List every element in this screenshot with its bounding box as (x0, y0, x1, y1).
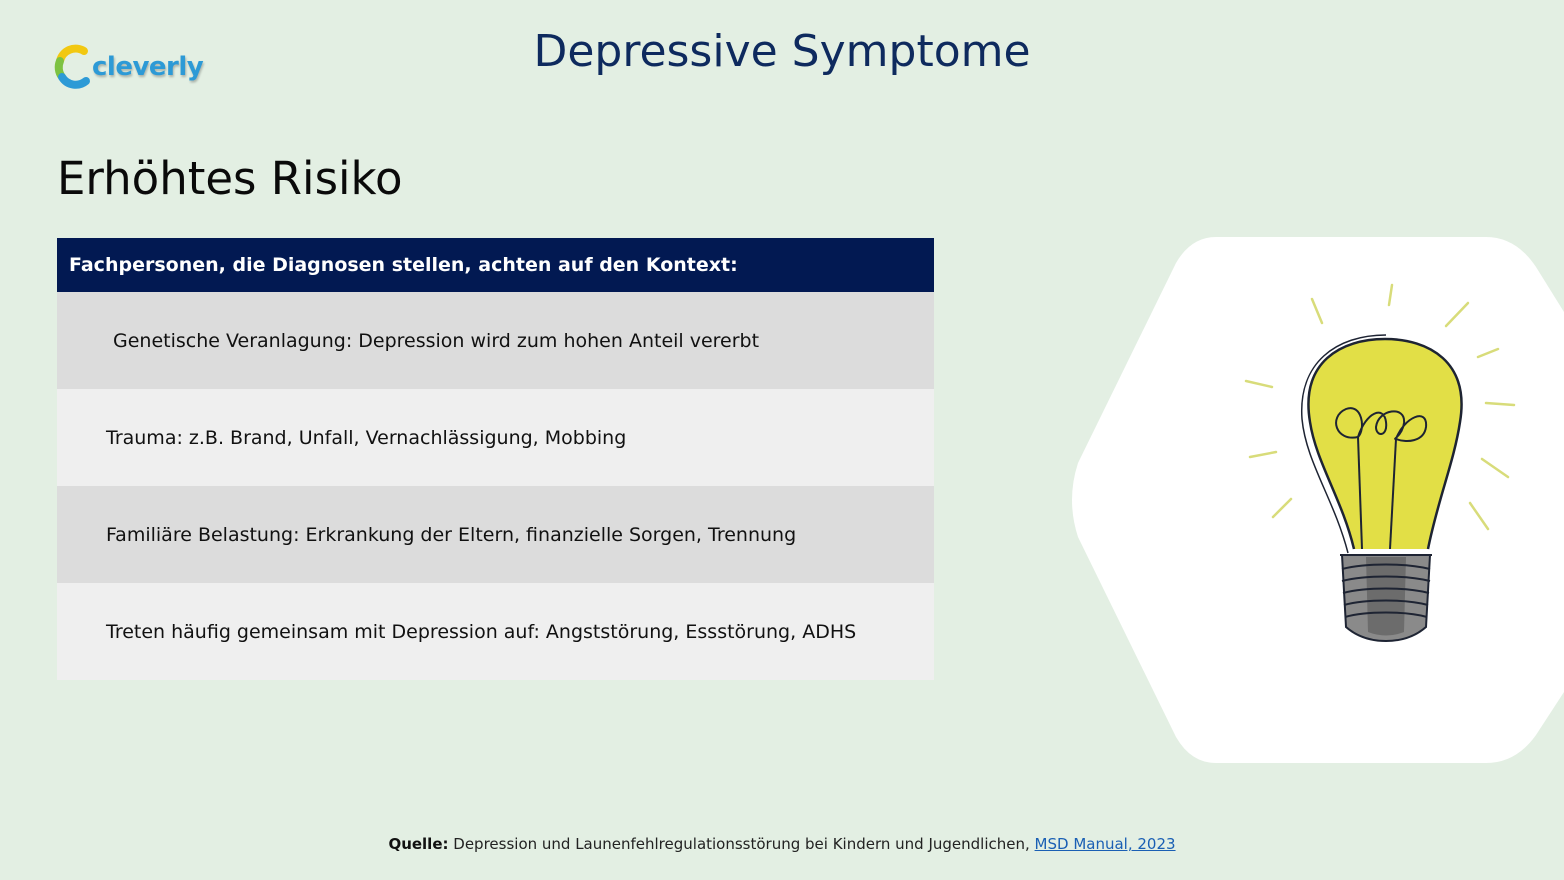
table-row: Familiäre Belastung: Erkrankung der Eltern, finanzielle Sorgen, Trennung (57, 486, 934, 583)
source-text: Depression und Launenfehlregulationsstörung bei Kindern und Jugendlichen, (453, 835, 1030, 853)
source-label: Quelle: (388, 835, 449, 853)
source-link[interactable]: MSD Manual, 2023 (1034, 835, 1176, 853)
section-title: Erhöhtes Risiko (57, 152, 403, 205)
risk-table (57, 238, 934, 680)
source-footer (0, 835, 1564, 853)
table-row: Genetische Veranlagung: Depression wird zum hohen Anteil vererbt (57, 292, 934, 389)
lightbulb-icon (1066, 237, 1564, 763)
table-header: Fachpersonen, die Diagnosen stellen, achten auf den Kontext: (57, 238, 934, 292)
logo-text: cleverly (92, 52, 204, 82)
table-row: Trauma: z.B. Brand, Unfall, Vernachlässigung, Mobbing (57, 389, 934, 486)
table-row: Treten häufig gemeinsam mit Depression auf: Angststörung, Essstörung, ADHS (57, 583, 934, 680)
page-title: Depressive Symptome (533, 26, 1031, 77)
